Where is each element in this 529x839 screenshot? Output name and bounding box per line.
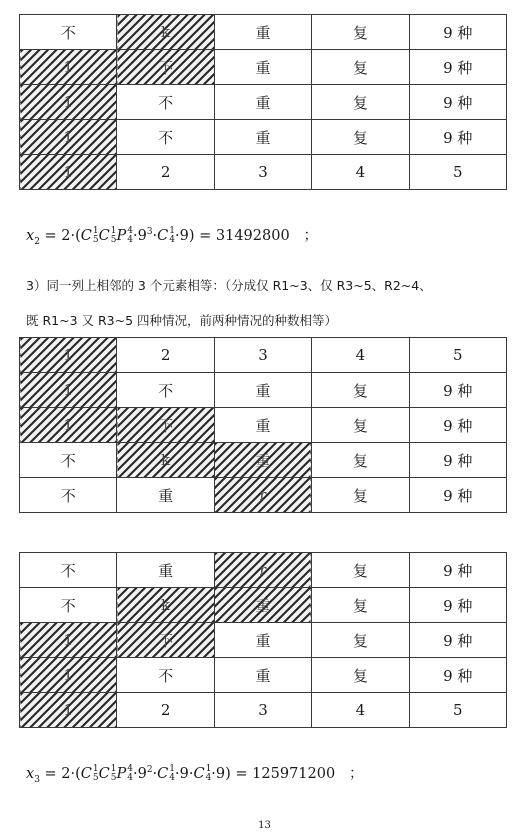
- table-cell: 不: [117, 373, 214, 408]
- table-cell: 复: [312, 553, 409, 588]
- paragraph-line-1: 3）同一列上相邻的 3 个元素相等：（分成仅 R1~3、仅 R3~5、R2~4、: [26, 278, 432, 293]
- table-cell: 9 种: [409, 408, 506, 443]
- table-cell: 不: [20, 478, 117, 513]
- table-cell: 3: [214, 338, 311, 373]
- table-row: [20, 373, 507, 408]
- table-cell: 复: [312, 120, 409, 155]
- table-cell: 复: [312, 658, 409, 693]
- formula-x2-semicolon: ；: [303, 228, 318, 244]
- table-cell: 9 种: [409, 658, 506, 693]
- hatched-cell: 1: [20, 85, 117, 120]
- hatched-cell: k: [117, 443, 214, 478]
- table-row: [20, 658, 507, 693]
- table-cell: 9 种: [409, 553, 506, 588]
- table-row: [20, 85, 507, 120]
- table-cell: 4: [312, 338, 409, 373]
- hatched-cell: 不: [117, 408, 214, 443]
- table-cell: 复: [312, 50, 409, 85]
- table-cell: 重: [214, 50, 311, 85]
- table-cell: 复: [312, 588, 409, 623]
- table-cell: 不: [117, 658, 214, 693]
- hatched-cell: 1: [20, 155, 117, 190]
- table-cell: 重: [117, 553, 214, 588]
- table-cell: 重: [214, 85, 311, 120]
- table-cell: 9 种: [409, 50, 506, 85]
- table-row: [20, 623, 507, 658]
- hatched-cell: k: [117, 588, 214, 623]
- table-row: [20, 120, 507, 155]
- page-number: 13: [258, 820, 271, 831]
- table-cell: 重: [214, 120, 311, 155]
- hatched-cell: 1: [20, 120, 117, 155]
- formula-x3-result: ) = 125971200: [225, 766, 336, 782]
- formula-x3-start: = 2·(: [44, 766, 81, 782]
- table-cell: 9 种: [409, 443, 506, 478]
- formula-x3-semicolon: ；: [349, 766, 364, 782]
- grid-table-1-body: [20, 15, 507, 190]
- table-row: [20, 338, 507, 373]
- table-cell: 重: [214, 658, 311, 693]
- formula-x3: $x_3 = 2\cdot(C$ 1 5 C 1 5 P 4 4 $\cdot 9^2\cdot C$ 1 4 ·9·C 1 4 ·9) = 125971200 ；: [26, 764, 364, 785]
- table-cell: 4: [312, 693, 409, 728]
- table-row: [20, 15, 507, 50]
- table-cell: 3: [214, 155, 311, 190]
- grid-table-2: [19, 337, 507, 513]
- formula-x2-var: x: [26, 228, 35, 244]
- grid-table-1: [19, 14, 507, 190]
- hatched-cell: 1: [20, 623, 117, 658]
- hatched-cell: 不: [117, 50, 214, 85]
- table-cell: 不: [117, 85, 214, 120]
- table-cell: 5: [409, 338, 506, 373]
- grid-table-3-body: [20, 553, 507, 728]
- table-cell: 重: [214, 623, 311, 658]
- hatched-cell: 1: [20, 373, 117, 408]
- hatched-cell: r: [214, 478, 311, 513]
- hatched-cell: 1: [20, 693, 117, 728]
- table-cell: 9 种: [409, 120, 506, 155]
- table-row: [20, 478, 507, 513]
- table-cell: 复: [312, 15, 409, 50]
- table-row: [20, 408, 507, 443]
- formula-x2-sub: 2: [34, 236, 40, 247]
- table-cell: 复: [312, 443, 409, 478]
- hatched-cell: 重: [214, 588, 311, 623]
- hatched-cell: k: [117, 15, 214, 50]
- table-cell: 复: [312, 623, 409, 658]
- table-cell: 重: [214, 373, 311, 408]
- table-row: [20, 553, 507, 588]
- table-cell: 重: [117, 478, 214, 513]
- table-cell: 9 种: [409, 623, 506, 658]
- hatched-cell: 1: [20, 408, 117, 443]
- table-cell: 复: [312, 408, 409, 443]
- table-cell: 4: [312, 155, 409, 190]
- formula-x3-sub: 3: [34, 774, 40, 785]
- formula-x2-result: ) = 31492800: [188, 228, 290, 244]
- grid-table-3: [19, 552, 507, 728]
- table-cell: 2: [117, 155, 214, 190]
- table-cell: 5: [409, 693, 506, 728]
- table-cell: 9 种: [409, 15, 506, 50]
- table-cell: 不: [20, 15, 117, 50]
- table-cell: 2: [117, 693, 214, 728]
- table-cell: 3: [214, 693, 311, 728]
- table-cell: 重: [214, 15, 311, 50]
- formula-x2: $x_2 = 2\cdot(C$ 1 5 C 1 5 P 4 4 $\cdot 9^3\cdot C$ 1 4 ·9) = 31492800 ；: [26, 226, 318, 247]
- table-cell: 9 种: [409, 85, 506, 120]
- table-cell: 9 种: [409, 478, 506, 513]
- table-row: [20, 588, 507, 623]
- hatched-cell: 不: [117, 623, 214, 658]
- table-row: [20, 693, 507, 728]
- table-row: [20, 50, 507, 85]
- table-cell: 不: [20, 588, 117, 623]
- hatched-cell: 重: [214, 443, 311, 478]
- table-cell: 复: [312, 478, 409, 513]
- hatched-cell: r: [214, 553, 311, 588]
- table-cell: 重: [214, 408, 311, 443]
- table-cell: 5: [409, 155, 506, 190]
- table-cell: 复: [312, 373, 409, 408]
- grid-table-2-body: [20, 338, 507, 513]
- table-cell: 不: [20, 553, 117, 588]
- paragraph-line-2: 既 R1~3 又 R3~5 四种情况，前两种情况的种数相等）: [26, 313, 338, 328]
- table-cell: 不: [20, 443, 117, 478]
- formula-x2-start: = 2·(: [44, 228, 81, 244]
- table-cell: 9 种: [409, 588, 506, 623]
- table-cell: 9 种: [409, 373, 506, 408]
- table-row: [20, 443, 507, 478]
- table-cell: 复: [312, 85, 409, 120]
- hatched-cell: 1: [20, 338, 117, 373]
- hatched-cell: 1: [20, 658, 117, 693]
- table-row: [20, 155, 507, 190]
- hatched-cell: 1: [20, 50, 117, 85]
- table-cell: 不: [117, 120, 214, 155]
- formula-x3-var: x: [26, 766, 35, 782]
- table-cell: 2: [117, 338, 214, 373]
